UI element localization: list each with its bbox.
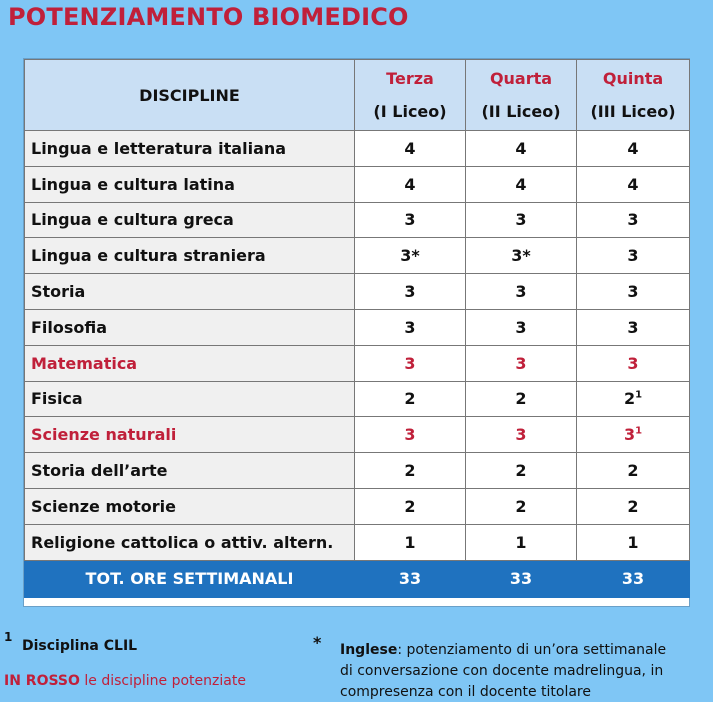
red-legend [4, 673, 246, 689]
table-row [25, 524, 690, 560]
header-quinta-sub: (III Liceo) [590, 102, 676, 121]
inglese-note-line1 [340, 639, 712, 661]
header-quarta [466, 60, 577, 131]
value-cell: 3 [466, 202, 577, 238]
asterisk-marker: * [313, 633, 322, 652]
header-quarta-sub: (II Liceo) [481, 102, 561, 121]
header-quarta-name: Quarta [489, 69, 553, 88]
value-cell: 1 [577, 524, 690, 560]
subject-cell: Scienze naturali [25, 417, 355, 453]
subject-cell: Lingua e cultura greca [25, 202, 355, 238]
value-cell [577, 417, 690, 453]
value-cell: 2 [577, 453, 690, 489]
value-cell: 2 [577, 488, 690, 524]
value-cell: 3 [577, 309, 690, 345]
header-terza [355, 60, 466, 131]
value-cell: 2 [355, 488, 466, 524]
value-cell: 1 [466, 524, 577, 560]
value-cell: 2 [466, 453, 577, 489]
table-row [25, 417, 690, 453]
value-cell: 3 [577, 202, 690, 238]
table-row [25, 166, 690, 202]
value-cell: 3 [355, 309, 466, 345]
header-quinta-name: Quinta [602, 69, 664, 88]
red-legend-text: le discipline potenziate [79, 673, 246, 689]
value-cell: 2 [466, 381, 577, 417]
subject-cell: Matematica [25, 345, 355, 381]
table-row [25, 131, 690, 167]
schedule-table-frame [23, 58, 690, 607]
value-cell: 4 [466, 166, 577, 202]
value-cell: 3 [466, 417, 577, 453]
value-cell: 2 [466, 488, 577, 524]
value-cell: 3 [577, 238, 690, 274]
value-cell: 3 [466, 345, 577, 381]
total-label: TOT. ORE SETTIMANALI [25, 560, 355, 597]
value-cell: 3 [466, 274, 577, 310]
value-cell: 4 [577, 166, 690, 202]
value-cell: 3 [466, 309, 577, 345]
value-cell: 3* [355, 238, 466, 274]
inglese-text: : potenziamento di un’ora settimanale [397, 642, 667, 658]
value-cell: 3* [466, 238, 577, 274]
value-cell: 4 [355, 131, 466, 167]
table-row [25, 238, 690, 274]
table-row [25, 309, 690, 345]
value-cell: 4 [577, 131, 690, 167]
inglese-note-line3: compresenza con il docente titolare [340, 684, 591, 700]
inglese-label: Inglese [340, 642, 398, 658]
total-row [25, 560, 690, 597]
table-row [25, 345, 690, 381]
inglese-note-line2: di conversazione con docente madrelingua, in [340, 663, 664, 679]
value-cell: 2 [355, 453, 466, 489]
subject-cell: Filosofia [25, 309, 355, 345]
value-cell [577, 381, 690, 417]
footnote-marker: 1 [635, 390, 643, 402]
subject-cell: Storia [25, 274, 355, 310]
subject-cell: Lingua e letteratura italiana [25, 131, 355, 167]
schedule-table [24, 59, 690, 598]
subject-cell: Fisica [25, 381, 355, 417]
value-cell: 3 [577, 274, 690, 310]
value-cell: 2 [355, 381, 466, 417]
subject-cell: Storia dell’arte [25, 453, 355, 489]
footnote-clil: Disciplina CLIL [22, 638, 138, 654]
value-cell: 3 [355, 202, 466, 238]
header-terza-sub: (I Liceo) [373, 102, 447, 121]
value-text: 2 [623, 389, 636, 409]
total-value: 33 [355, 560, 466, 597]
value-cell: 3 [577, 345, 690, 381]
value-cell: 1 [355, 524, 466, 560]
header-quinta [577, 60, 690, 131]
red-legend-prefix: IN ROSSO [4, 673, 80, 689]
value-cell: 4 [466, 131, 577, 167]
total-value: 33 [466, 560, 577, 597]
header-discipline: DISCIPLINE [25, 60, 355, 131]
page-title: POTENZIAMENTO BIOMEDICO [8, 3, 409, 31]
value-text: 3 [623, 425, 636, 445]
table-row [25, 381, 690, 417]
value-cell: 3 [355, 417, 466, 453]
value-cell: 4 [355, 166, 466, 202]
value-cell: 3 [355, 345, 466, 381]
subject-cell: Lingua e cultura latina [25, 166, 355, 202]
subject-cell: Religione cattolica o attiv. altern. [25, 524, 355, 560]
footnote-number: 1 [4, 630, 13, 644]
table-row [25, 274, 690, 310]
table-header-row [25, 60, 690, 131]
value-cell: 3 [355, 274, 466, 310]
subject-cell: Scienze motorie [25, 488, 355, 524]
table-row [25, 488, 690, 524]
table-row [25, 202, 690, 238]
total-value: 33 [577, 560, 690, 597]
header-terza-name: Terza [386, 69, 434, 88]
table-row [25, 453, 690, 489]
footnote-marker: 1 [635, 425, 643, 437]
subject-cell: Lingua e cultura straniera [25, 238, 355, 274]
